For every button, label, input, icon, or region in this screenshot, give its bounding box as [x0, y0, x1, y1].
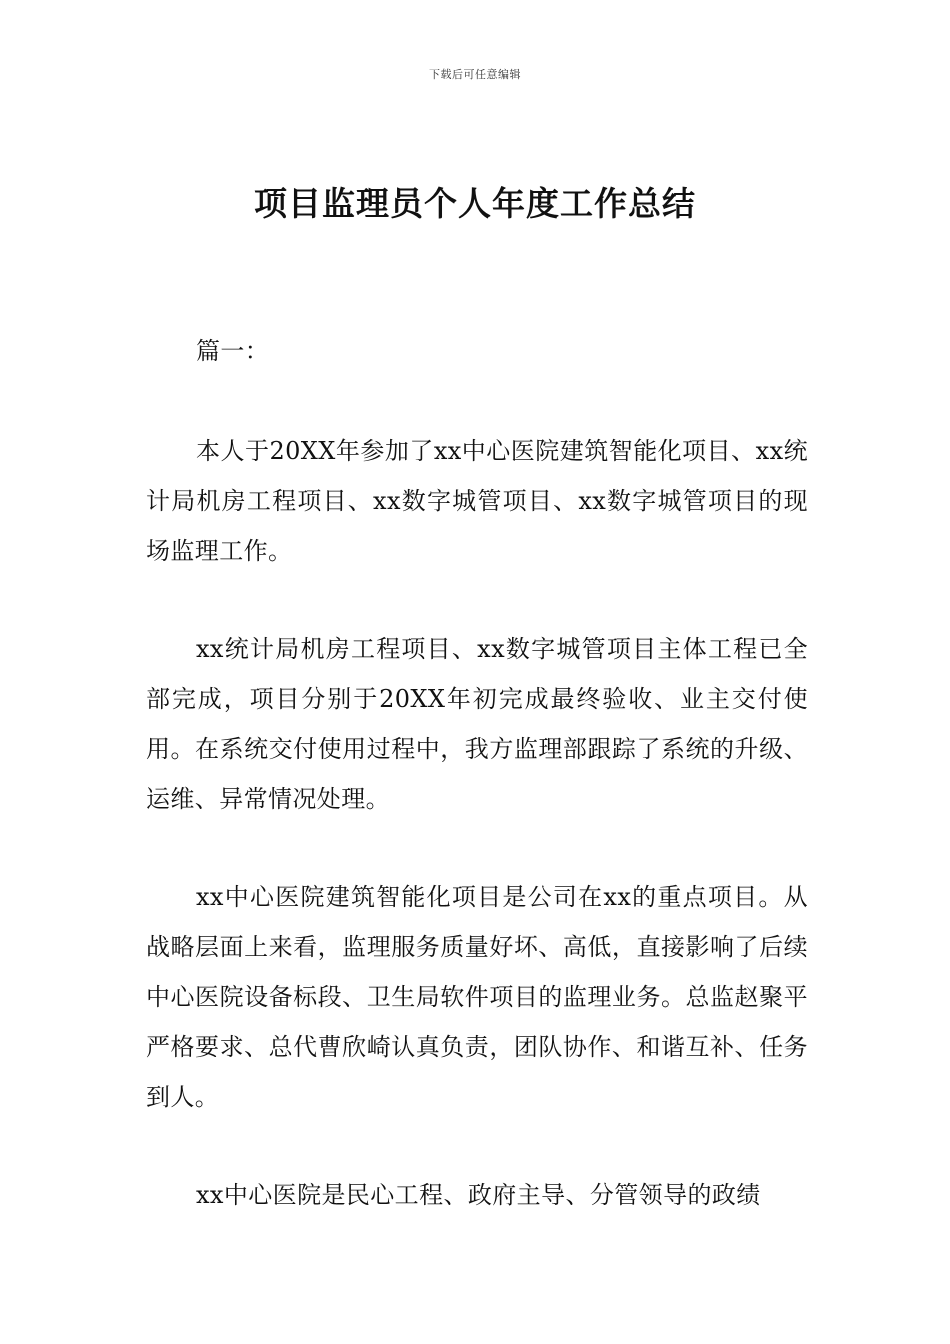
paragraph-2: xx统计局机房工程项目、xx数字城管项目主体工程已全部完成，项目分别于20XX年初完成最终验收、业主交付使用。在系统交付使用过程中，我方监理部跟踪了系统的升级、运维、异常情况处理。 [146, 635, 808, 813]
paragraph-4: xx中心医院是民心工程、政府主导、分管领导的政绩 [196, 1181, 761, 1209]
section-label: 篇一： [196, 337, 270, 365]
paragraph-1: 本人于20XX年参加了xx中心医院建筑智能化项目、xx统计局机房工程项目、xx数字城管项目、xx数字城管项目的现场监理工作。 [146, 437, 808, 565]
paragraph-3: xx中心医院建筑智能化项目是公司在xx的重点项目。从战略层面上来看，监理服务质量好坏、高低，直接影响了后续中心医院设备标段、卫生局软件项目的监理业务。总监赵聚平严格要求、总代曹欣崎认真负责，团队协作、和谐互补、任务到人。 [146, 883, 808, 1111]
document-body [146, 326, 808, 1268]
header-note: 下载后可任意编辑 [429, 68, 521, 81]
document-title: 项目监理员个人年度工作总结 [254, 184, 696, 223]
